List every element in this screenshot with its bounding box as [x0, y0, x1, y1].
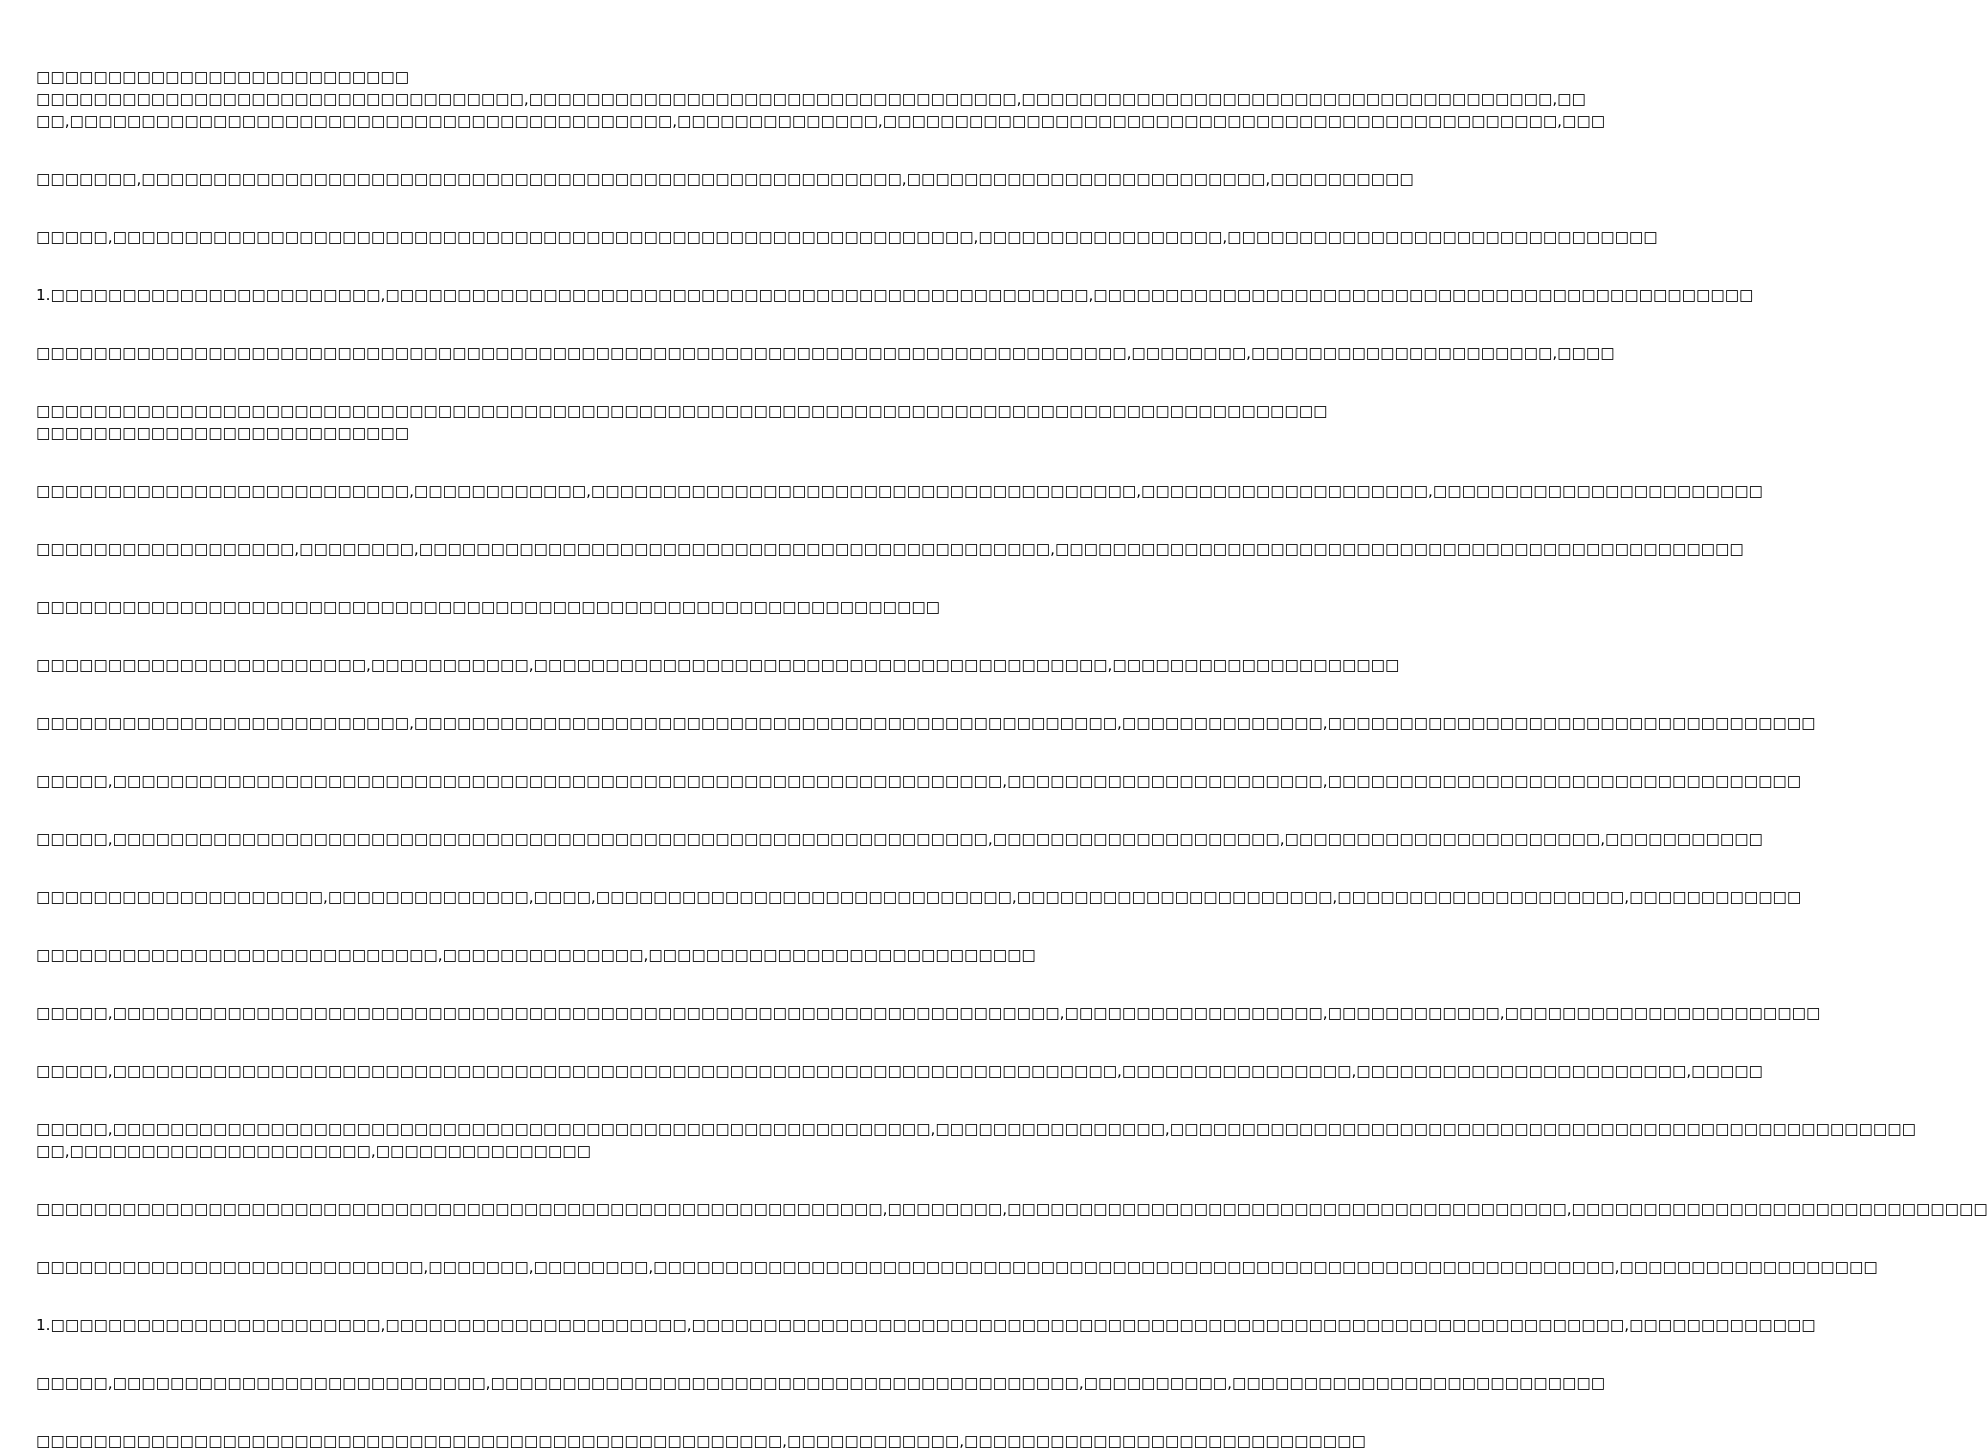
paragraph-line: □□□□□,□□□□□□□□□□□□□□□□□□□□□□□□□□□□□□□□□□□□□□□□□□□□□□□□□□□□□□□□□□□□□□□□□□,□□□□□□□□□□□□□□□□□□,□□□□□□□□□□□□,□□□□□□□□□□□□□□□□□□□□□□ — [36, 1004, 1821, 1022]
paragraph-line: □□□□□□□□□□□□□□□□□□□□□□□□□□□□□□□□□□□□□□□□□□□□□□□□□□□□□□□□□□□□□□□□□□□□□□□□□□□□,□□□□□□□□,□□□□□□□□□□□□□□□□□□□□□,□□□□ — [36, 344, 1615, 362]
document-body — [36, 66, 1988, 1452]
paragraph-line: □□,□□□□□□□□□□□□□□□□□□□□□□□□□□□□□□□□□□□□□□□□□□,□□□□□□□□□□□□□□,□□□□□□□□□□□□□□□□□□□□□□□□□□□□□□□□□□□□□□□□□□□□□□□,□□□ — [36, 112, 1606, 130]
paragraph-line: □□□□□□□□□□□□□□□□□□□□,□□□□□□□□□□□□□□,□□□□,□□□□□□□□□□□□□□□□□□□□□□□□□□□□□,□□□□□□□□□□□□□□□□□□□□□□,□□□□□□□□□□□□□□□□□□□□,□□□□□□□□□□□□ — [36, 888, 1802, 906]
paragraph-2 — [36, 168, 1414, 190]
paragraph-17 — [36, 1060, 1763, 1082]
paragraph-line: □□□□□,□□□□□□□□□□□□□□□□□□□□□□□□□□□□□□□□□□□□□□□□□□□□□□□□□□□□□□□□□□□□□□□□□□□□□□,□□□□□□□□□□□□□□□□,□□□□□□□□□□□□□□□□□□□□□□□,□□□□□ — [36, 1062, 1763, 1080]
paragraph-line: □□□□□□□□□□□□□□□□□□□□□□□□□□□□□□□□□□□□□□□□□□□□□□□□□□□□□□□□□□□□□□□□□□□□□□□□□□□□□□□□□□□□□□□□□□ — [36, 402, 1328, 420]
paragraph-12 — [36, 770, 1802, 792]
paragraph-line: □□□□□,□□□□□□□□□□□□□□□□□□□□□□□□□□□□□□□□□□□□□□□□□□□□□□□□□□□□□□□□□□□□,□□□□□□□□□□□□□□□□□,□□□□□□□□□□□□□□□□□□□□□□□□□□□□□□ — [36, 228, 1658, 246]
paragraph-15 — [36, 944, 1036, 966]
paragraph-4 — [36, 284, 1754, 306]
paragraph-line: □□□□□□□□□□□□□□□□□□□□□□□,□□□□□□□□□□□,□□□□□□□□□□□□□□□□□□□□□□□□□□□□□□□□□□□□□□□□,□□□□□□□□□□□□□□□□□□□□ — [36, 656, 1400, 674]
paragraph-1 — [36, 66, 1606, 132]
paragraph-line: □□□□□,□□□□□□□□□□□□□□□□□□□□□□□□□□□□□□□□□□□□□□□□□□□□□□□□□□□□□□□□□□□□□,□□□□□□□□□□□□□□□□□□□□,□□□□□□□□□□□□□□□□□□□□□□,□□□□□□□□□□□ — [36, 830, 1763, 848]
paragraph-line: □□□□□,□□□□□□□□□□□□□□□□□□□□□□□□□□,□□□□□□□□□□□□□□□□□□□□□□□□□□□□□□□□□□□□□□□□□,□□□□□□□□□□,□□□□□□□□□□□□□□□□□□□□□□□□□□ — [36, 1374, 1606, 1392]
paragraph-line: □□□□□□□□□□□□□□□□□□□□□□□□□□□□□□□□□□□□□□□□□□□□□□□□□□□□□□□□□□□□□□□ — [36, 598, 941, 616]
paragraph-line: □□□□□,□□□□□□□□□□□□□□□□□□□□□□□□□□□□□□□□□□□□□□□□□□□□□□□□□□□□□□□□□□□□□□,□□□□□□□□□□□□□□□□□□□□□□,□□□□□□□□□□□□□□□□□□□□□□□□□□□□□□□□□ — [36, 772, 1802, 790]
paragraph-3 — [36, 226, 1658, 248]
paragraph-14 — [36, 886, 1802, 908]
paragraph-23 — [36, 1430, 1366, 1452]
paragraph-22 — [36, 1372, 1606, 1394]
paragraph-line: □□□□□□□□□□□□□□□□□□□□□□□□□□□□,□□□□□□□□□□□□□□,□□□□□□□□□□□□□□□□□□□□□□□□□□□ — [36, 946, 1036, 964]
paragraph-line: □□□□□□□□□□□□□□□□□□□□□□□□□□,□□□□□□□□□□□□,□□□□□□□□□□□□□□□□□□□□□□□□□□□□□□□□□□□□□□,□□□□□□□□□□□□□□□□□□□□,□□□□□□□□□□□□□□□□□□□□□□□ — [36, 482, 1763, 500]
paragraph-16 — [36, 1002, 1821, 1024]
paragraph-line: □□□□□□□,□□□□□□□□□□□□□□□□□□□□□□□□□□□□□□□□□□□□□□□□□□□□□□□□□□□□□,□□□□□□□□□□□□□□□□□□□□□□□□□,□□□□□□□□□□ — [36, 170, 1414, 188]
paragraph-18 — [36, 1118, 1916, 1162]
paragraph-line: □□□□□□□□□□□□□□□□□□□□□□□□□□□□□□□□□□□□□□□□□□□□□□□□□□□□,□□□□□□□□□□□□,□□□□□□□□□□□□□□□□□□□□□□□□□□□□ — [36, 1432, 1366, 1450]
paragraph-line: □□□□□□□□□□□□□□□□□□,□□□□□□□□,□□□□□□□□□□□□□□□□□□□□□□□□□□□□□□□□□□□□□□□□□□□□,□□□□□□□□□□□□□□□□□□□□□□□□□□□□□□□□□□□□□□□□□□□□□□□□ — [36, 540, 1744, 558]
paragraph-line: 1.□□□□□□□□□□□□□□□□□□□□□□□,□□□□□□□□□□□□□□□□□□□□□□□□□□□□□□□□□□□□□□□□□□□□□□□□□,□□□□□□□□□□□□□□□□□□□□□□□□□□□□□□□□□□□□□□□□□□□□□□ — [36, 286, 1754, 304]
paragraph-line: □□,□□□□□□□□□□□□□□□□□□□□□,□□□□□□□□□□□□□□□ — [36, 1142, 591, 1160]
paragraph-6 — [36, 400, 1328, 444]
paragraph-line: □□□□□□□□□□□□□□□□□□□□□□□□□□□□□□□□□□,□□□□□□□□□□□□□□□□□□□□□□□□□□□□□□□□□□,□□□□□□□□□□□□□□□□□□□□□□□□□□□□□□□□□□□□□,□□ — [36, 90, 1586, 108]
paragraph-line: □□□□□□□□□□□□□□□□□□□□□□□□□□□□□□□□□□□□□□□□□□□□□□□□□□□□□□□□□□□,□□□□□□□□,□□□□□□□□□□□□□□□□□□□□□□□□□□□□□□□□□□□□□□□,□□□□□□□□□□□□□□□□□□□□□□□□□□□□□ — [36, 1200, 1988, 1218]
paragraph-13 — [36, 828, 1763, 850]
paragraph-20 — [36, 1256, 1878, 1278]
paragraph-8 — [36, 538, 1744, 560]
paragraph-line: □□□□□□□□□□□□□□□□□□□□□□□□□□ — [36, 424, 410, 442]
paragraph-5 — [36, 342, 1615, 364]
paragraph-10 — [36, 654, 1400, 676]
paragraph-19 — [36, 1198, 1988, 1220]
paragraph-line: □□□□□□□□□□□□□□□□□□□□□□□□□□,□□□□□□□□□□□□□□□□□□□□□□□□□□□□□□□□□□□□□□□□□□□□□□□□□,□□□□□□□□□□□□□□,□□□□□□□□□□□□□□□□□□□□□□□□□□□□□□□□□□ — [36, 714, 1816, 732]
paragraph-11 — [36, 712, 1816, 734]
paragraph-line: □□□□□□□□□□□□□□□□□□□□□□□□□□ — [36, 68, 410, 86]
paragraph-line: □□□□□□□□□□□□□□□□□□□□□□□□□□□,□□□□□□□,□□□□□□□□,□□□□□□□□□□□□□□□□□□□□□□□□□□□□□□□□□□□□□□□□□□□□□□□□□□□□□□□□□□□□□□□□□□□,□□□□□□□□□□□□□□□□□□ — [36, 1258, 1878, 1276]
paragraph-line: □□□□□,□□□□□□□□□□□□□□□□□□□□□□□□□□□□□□□□□□□□□□□□□□□□□□□□□□□□□□□□□,□□□□□□□□□□□□□□□□,□□□□□□□□□□□□□□□□□□□□□□□□□□□□□□□□□□□□□□□□□□□□□□□□□□□□ — [36, 1120, 1916, 1138]
paragraph-line: 1.□□□□□□□□□□□□□□□□□□□□□□□,□□□□□□□□□□□□□□□□□□□□□,□□□□□□□□□□□□□□□□□□□□□□□□□□□□□□□□□□□□□□□□□□□□□□□□□□□□□□□□□□□□□□□□□,□□□□□□□□□□□□□ — [36, 1316, 1816, 1334]
paragraph-21 — [36, 1314, 1816, 1336]
paragraph-9 — [36, 596, 990, 618]
paragraph-7 — [36, 480, 1763, 502]
